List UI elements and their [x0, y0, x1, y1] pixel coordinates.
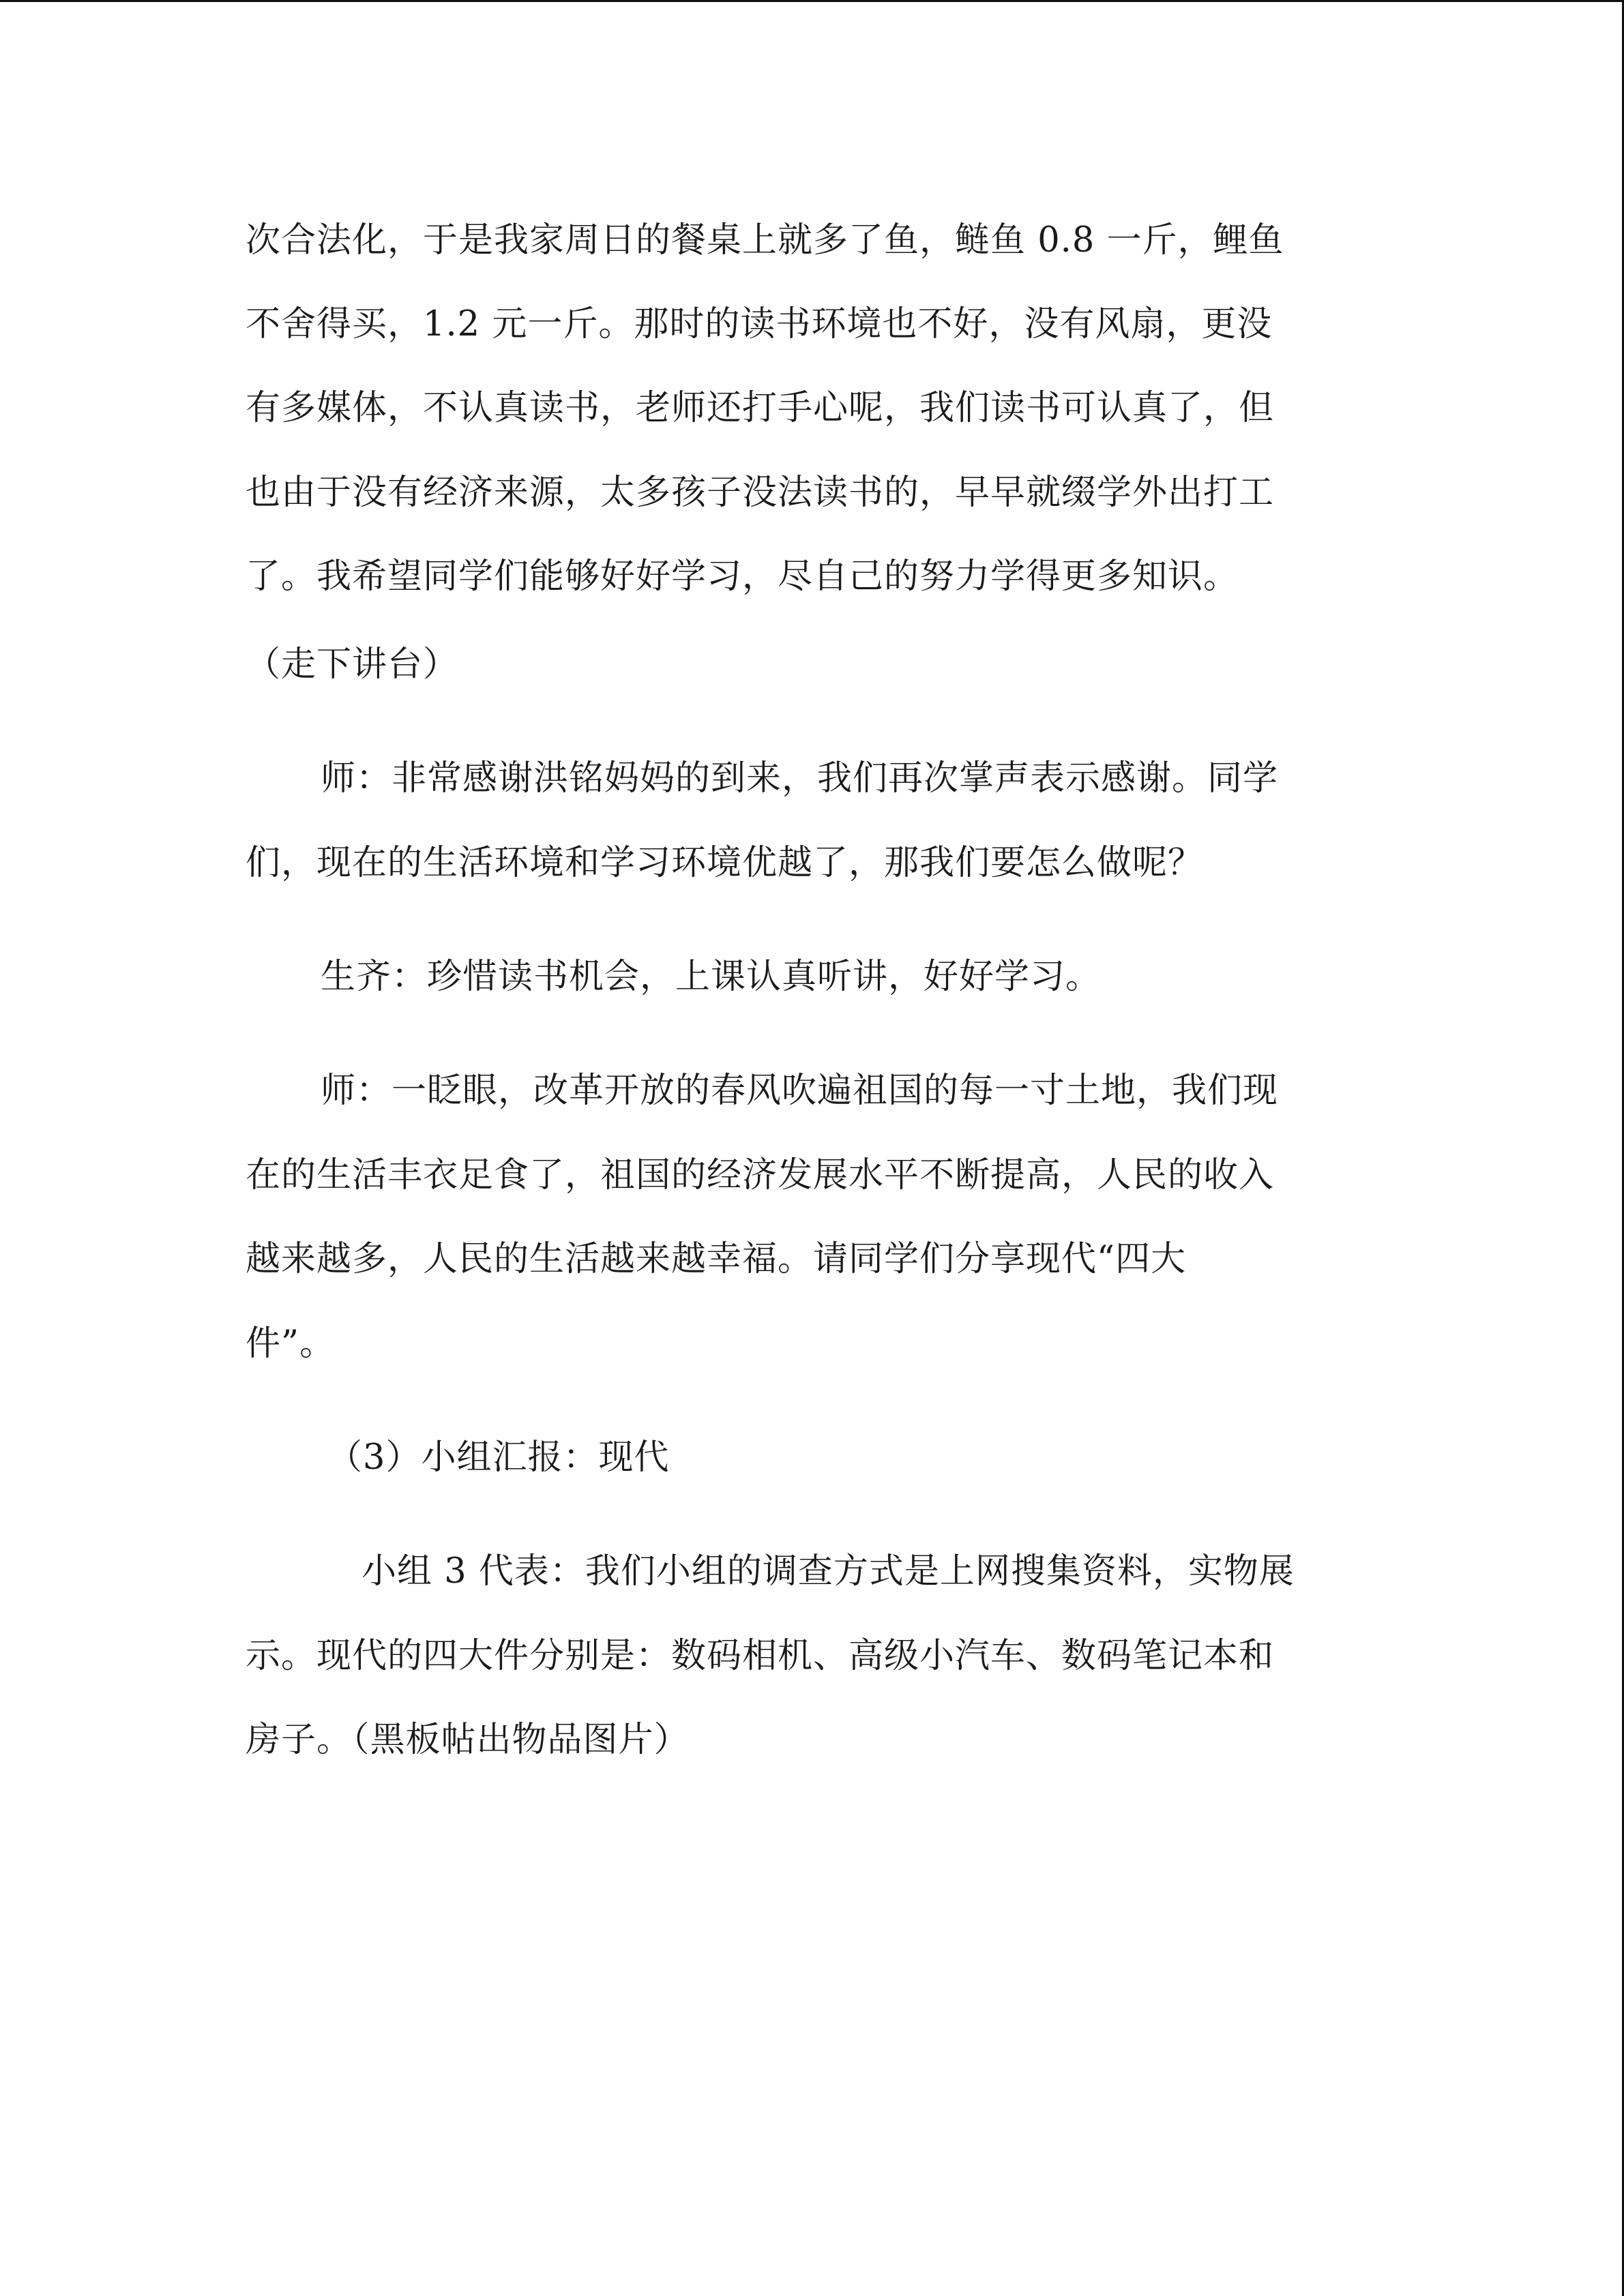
text-line: 们，现在的生活环境和学习环境优越了，那我们要怎么做呢？: [246, 843, 1204, 883]
text-line: 生齐：珍惜读书机会，上课认真听讲，好好学习。: [321, 957, 1102, 997]
text-line: 示。现代的四大件分别是：数码相机、高级小汽车、数码笔记本和: [246, 1636, 1275, 1676]
text-line: 了。我希望同学们能够好好学习，尽自己的努力学得更多知识。: [246, 556, 1239, 597]
text-line: 在的生活丰衣足食了，祖国的经济发展水平不断提高，人民的收入: [246, 1155, 1275, 1195]
text-line: （走下讲台）: [246, 644, 459, 685]
section-heading: （3）小组汇报：现代: [327, 1437, 670, 1478]
text-line: 次合法化，于是我家周日的餐桌上就多了鱼，鲢鱼 0.8 一斤，鲤鱼: [246, 220, 1284, 260]
text-line: 房子。（黑板帖出物品图片）: [246, 1720, 690, 1760]
text-line: 师：非常感谢洪铭妈妈的到来，我们再次掌声表示感谢。同学: [321, 758, 1279, 799]
text-line: 件”。: [246, 1324, 336, 1364]
text-line: 不舍得买，1.2 元一斤。那时的读书环境也不好，没有风扇，更没: [246, 304, 1273, 344]
text-line: 师：一眨眼，改革开放的春风吹遍祖国的每一寸土地，我们现: [321, 1071, 1279, 1111]
text-line: 越来越多，人民的生活越来越幸福。请同学们分享现代“四大: [246, 1239, 1187, 1279]
text-line: 有多媒体，不认真读书，老师还打手心呢，我们读书可认真了，但: [246, 388, 1275, 428]
text-line: 也由于没有经济来源，太多孩子没法读书的，早早就缀学外出打工: [246, 473, 1275, 513]
text-line: 小组 3 代表：我们小组的调查方式是上网搜集资料，实物展: [361, 1551, 1295, 1592]
